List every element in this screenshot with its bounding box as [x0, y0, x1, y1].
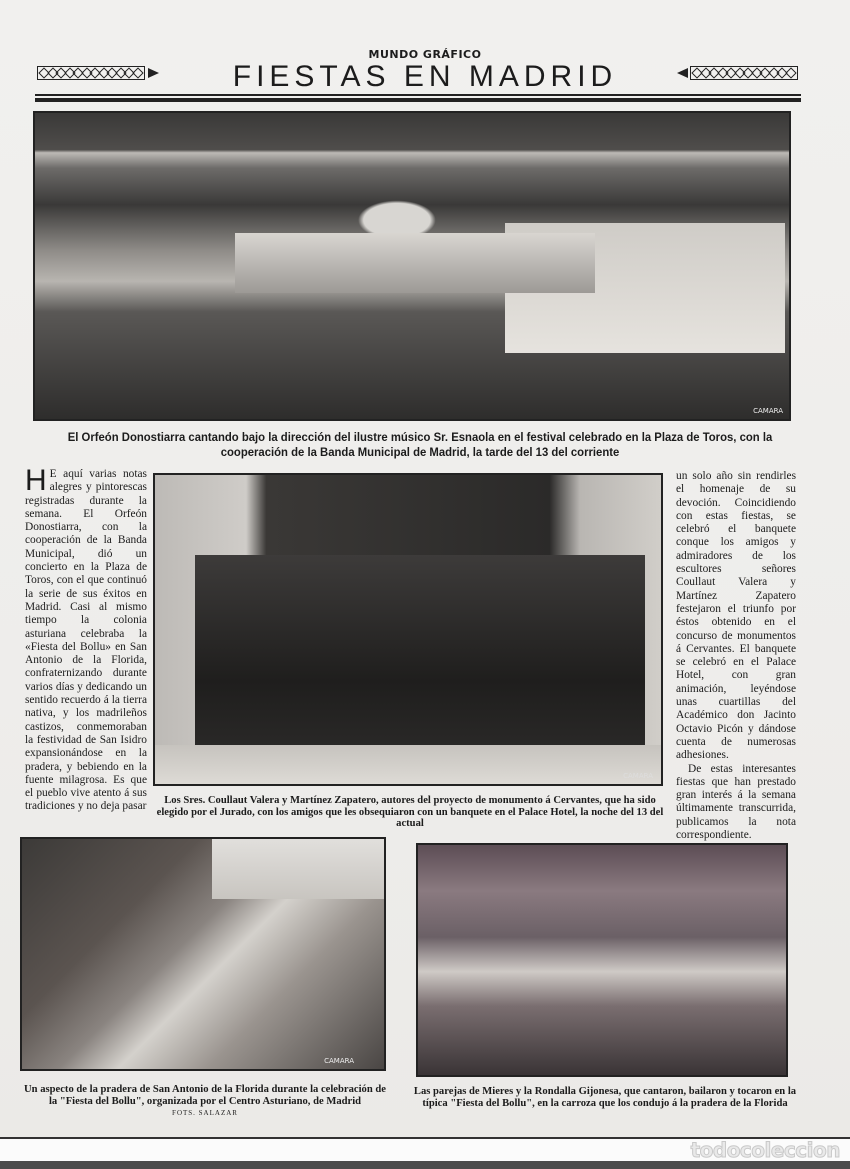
photo-pradera-san-antonio — [20, 837, 386, 1071]
article-right-text-p1: un solo año sin rendirles el homenaje de su devoción. Coincidiendo con estas fiestas, se celebró el banquete conque los amigos y admiradores de los escultores señores Coullaut Valera y Martínez Zapatero festejaron el triunfo por éstos obtenido en el concurso de monumentos á Cervantes. El banquete se celebró en el Palace Hotel, con gran animación, leyéndose unas cuartillas del Académico don Jacinto Octavio Picón y dándose cuenta de numerosas adhesiones. — [676, 470, 796, 762]
caption-banquete: Los Sres. Coullaut Valera y Martínez Zapatero, autores del proyecto de monumento á Cervantes, que ha sido elegido por el Jurado, con los amigos que les obsequiaron con un banquete en el Palace Hotel, la noche del 13 del actual — [156, 795, 664, 829]
photo-credit: CAMARA — [753, 407, 783, 415]
masthead: MUNDO GRÁFICO — [368, 48, 482, 61]
right-diamond-ornament — [690, 66, 798, 80]
article-right-column — [676, 470, 796, 842]
header-rule-thick — [35, 98, 801, 102]
photo-carroza-fiesta-del-bollu — [416, 843, 788, 1077]
header-rule — [35, 94, 801, 96]
page-title: FIESTAS EN MADRID — [232, 60, 618, 93]
caption-pradera-text: Un aspecto de la pradera de San Antonio de la Florida durante la celebración de la "Fiesta del Bollu", organizada por el Centro Asturiano, de Madrid — [24, 1084, 386, 1107]
photo-orfeon-plaza-de-toros — [33, 111, 791, 421]
building-steps — [155, 745, 661, 785]
caption-orfeon: El Orfeón Donostiarra cantando bajo la dirección del ilustre músico Sr. Esnaola en el festival celebrado en la Plaza de Toros, con la cooperación de la Banda Municipal de Madrid, la tarde del 13 del corriente — [67, 430, 773, 459]
drop-cap: H — [25, 464, 47, 497]
sky — [212, 839, 384, 899]
caption-pradera — [20, 1084, 390, 1120]
right-arrow-icon — [677, 68, 688, 78]
photo-credit: CAMARA — [324, 1057, 354, 1065]
photo-banquete-palace-hotel — [153, 473, 663, 786]
article-right-text-p2: De estas interesantes fiestas que han prestado gran interés á la semana últimamente transcurrida, publicamos la nota correspondiente. — [676, 762, 796, 842]
photo-credit-salazar: FOTS. SALAZAR — [172, 1109, 238, 1117]
footer-dark-band — [0, 1161, 850, 1169]
watermark-logo: todocoleccion — [690, 1138, 840, 1162]
group-of-men — [195, 555, 645, 765]
choir-stage — [235, 233, 595, 293]
caption-carroza: Las parejas de Mieres y la Rondalla Gijonesa, que cantaron, bailaron y tocaron en la típica "Fiesta del Bollu", en la carroza que los condujo á la pradera de la Florida — [413, 1086, 797, 1109]
article-left-column — [25, 464, 147, 814]
photo-credit: CAMARA — [623, 772, 653, 780]
article-left-text: E aquí varias notas alegres y pintorescas registradas durante la semana. El Orfeón Donostiarra, con la cooperación de la Banda Municipal, dió un concierto en la Plaza de Toros, con el que continuó la serie de sus éxitos en Madrid. Casi al mismo tiempo la colonia asturiana celebraba la «Fiesta del Bollu» en San Antonio de la Florida, confraternizando durante varios días y dedicando un sentido recuerdo á la tierra nativa, y los madrileños castizos, conmemoraban la festividad de San Isidro expansionándose en la pradera, y bebiendo en la fuente milagrosa. Es que el pueblo vive atento á sus tradiciones y no deja pasar — [25, 468, 147, 813]
